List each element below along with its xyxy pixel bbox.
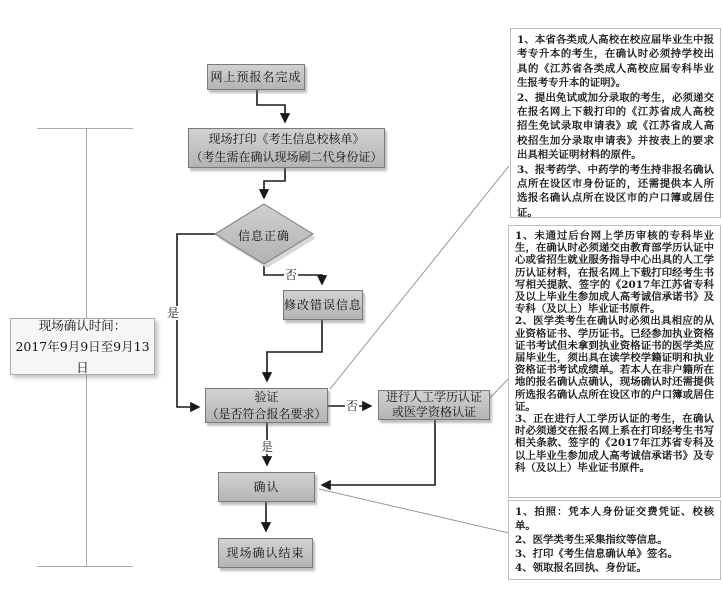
node-label-line1: 验证 (254, 389, 279, 404)
note-item: 1、拍照：凭本人身份证交费凭证、校核单。 (515, 506, 714, 532)
note-item: 2、提出免试或加分录取的考生，必须递交在报名网上下载打印的《江苏省成人高校招生免试录取申请表》或《江苏省成人高校招生加分录取申请表》并按表上的要求出具相关证明材料的原件。 (517, 91, 714, 162)
note-item: 3、报考药学、中药学的考生持非报名确认点所在设区市身份证的，还需提供本人所选报名确认点所在设区市的户口簿或居住证。 (517, 163, 714, 219)
node-label: 网上预报名完成 (210, 69, 302, 84)
node-label: 现场确认结束 (226, 545, 305, 560)
note-item: 1、未通过后台网上学历审核的专科毕业生，在确认时必须递交由教育部学历认证中心或省招生就业服务指导中心出具的人工学历认证材料，在报名网上下载打印经考生书写相关提款、签字的《2017年江苏省专科及以上毕业生参加成人高考诚信承诺书》及专科（及以上）毕业证书原件。 (515, 230, 714, 316)
node-label-line2: （是否符合报名要求） (206, 406, 327, 421)
node-fix-wrong-info (283, 290, 363, 320)
note-panel-manual-certification (508, 225, 721, 498)
branch-label-yes-1: 是 (167, 306, 180, 320)
node-label: 确认 (253, 479, 280, 494)
note-item: 4、领取报名回执、身份证。 (515, 562, 647, 574)
node-label-line1: 进行人工学历认证 (385, 390, 482, 404)
time-box-line2: 2017年9月9日至9月13日 (15, 339, 150, 375)
branch-label-no-2: 否 (346, 399, 359, 413)
note-item: 2、医学类考生采集指纹等信息。 (515, 534, 668, 546)
decision-info-correct (221, 227, 307, 244)
node-label-line2: 或医学资格认证 (391, 405, 476, 419)
branch-label-no-1: 否 (285, 268, 298, 282)
note-item: 1、本省各类成人高校在校应届毕业生中报考专升本的考生，在确认时必须持学校出具的《江苏省各类成人高校应届专科毕业生报考专升本的证明》。 (517, 34, 714, 90)
note-panel-identity-documents (510, 28, 721, 218)
onsite-confirmation-time-box (10, 318, 155, 375)
node-verify-requirements (205, 388, 328, 423)
note-item: 3、打印《考生信息确认单》签名。 (515, 548, 679, 560)
callout-lines (319, 166, 509, 533)
node-confirm (218, 472, 315, 502)
decision-label: 信息正确 (237, 229, 290, 243)
branch-label-yes-2: 是 (261, 440, 274, 454)
node-manual-certification (378, 390, 490, 420)
note-item: 3、正在进行人工学历认证的考生，在确认时必须递交在报名网上系在打印经考生书写相关条款、签字的《2017年江苏省专科及以上毕业生参加成人高考诚信承诺书》及专科（及以上）毕业证书原件。 (515, 413, 714, 474)
node-onsite-confirmation-finished (218, 538, 313, 568)
note-item: 2、医学类考生在确认时必须出具相应的从业资格证书、学历证书。已经参加执业资格证书考试但未拿到执业资格证书的医学类应届毕业生，须出具在读学校学籍证明和执业资格证书考试成绩单。若本人在非户籍所在地的报名确认点确认，现场确认时还需提供所选报名确认点所在设区市的户口簿或居住证。 (515, 315, 714, 413)
time-box-line1: 现场确认时间： (38, 318, 127, 333)
node-print-check-sheet (188, 128, 385, 168)
node-online-preregistration-complete (207, 64, 305, 90)
node-label: 修改错误信息 (284, 297, 363, 312)
note-panel-confirmation-steps (508, 500, 721, 580)
node-label-line1: 现场打印《考生信息校核单》 (208, 132, 365, 146)
node-label-line2: （考生需在确认现场刷二代身份证） (190, 150, 383, 164)
